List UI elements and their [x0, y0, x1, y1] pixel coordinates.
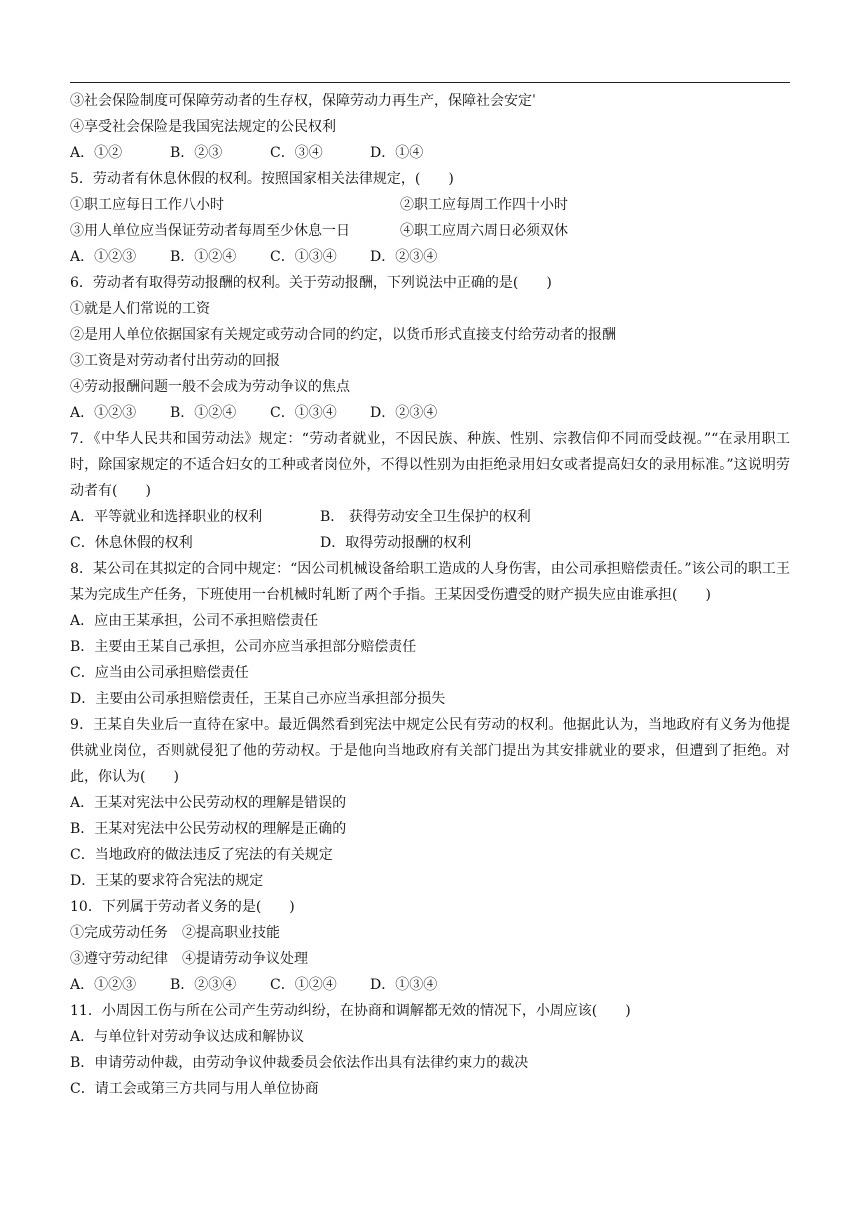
q11-option-c: C．请工会或第三方共同与用人单位协商: [70, 1081, 319, 1097]
q5-statement-3: ③用人单位应当保证劳动者每周至少休息一日: [70, 223, 350, 239]
q6-option-d: D．②③④: [370, 405, 438, 421]
q5-options: [70, 244, 790, 270]
statement-3: ③社会保险制度可保障劳动者的生存权，保障劳动力再生产，保障社会安定ˈ: [70, 93, 536, 109]
q11-option-a: A．与单位针对劳动争议达成和解协议: [70, 1029, 305, 1045]
q6-option-a: A．①②③: [70, 405, 137, 421]
q8-stem: 8．某公司在其拟定的合同中规定：“因公司机械设备给职工造成的人身伤害，由公司承担赔偿责任。”该公司的职工王某为完成生产任务，下班使用一台机械时轧断了两个手指。王某因受伤遭受的财产损失应由谁承担( ): [70, 561, 790, 603]
q10-option-d: D．①③④: [370, 977, 438, 993]
q4-option-b: B．②③: [170, 145, 223, 161]
q5-option-c: C．①③④: [270, 249, 337, 265]
q10-statements-row1: ①完成劳动任务 ②提高职业技能: [70, 925, 280, 941]
q5-stem: 5．劳动者有休息休假的权利。按照国家相关法律规定，( ): [70, 171, 454, 187]
statement-4: ④享受社会保险是我国宪法规定的公民权利: [70, 119, 336, 135]
header-rule: [70, 82, 790, 83]
q7-options-row1: [70, 504, 790, 530]
q5-option-b: B．①②④: [170, 249, 237, 265]
q10-stem: 10．下列属于劳动者义务的是( ): [70, 899, 295, 915]
q5-statements-row1: [70, 192, 790, 218]
q8-option-d: D．主要由公司承担赔偿责任，王某自己亦应当承担部分损失: [70, 691, 446, 707]
question-list: [70, 88, 790, 1102]
q9-option-a: A．王某对宪法中公民劳动权的理解是错误的: [70, 795, 347, 811]
q10-option-c: C．①②④: [270, 977, 337, 993]
q6-options: [70, 400, 790, 426]
q7-option-d: D．取得劳动报酬的权利: [320, 535, 472, 551]
q4-option-a: A．①②: [70, 145, 123, 161]
q10-options: [70, 972, 790, 998]
q4-option-d: D．①④: [370, 145, 424, 161]
q10-statements-row2: ③遵守劳动纪律 ④提请劳动争议处理: [70, 951, 308, 967]
q7-option-b: B． 获得劳动安全卫生保护的权利: [320, 509, 531, 525]
q9-option-c: C．当地政府的做法违反了宪法的有关规定: [70, 847, 333, 863]
q6-statement-2: ②是用人单位依据国家有关规定或劳动合同的约定，以货币形式直接支付给劳动者的报酬: [70, 327, 616, 343]
q6-statement-3: ③工资是对劳动者付出劳动的回报: [70, 353, 280, 369]
q7-options-row2: [70, 530, 790, 556]
q11-option-b: B．申请劳动仲裁，由劳动争议仲裁委员会依法作出具有法律约束力的裁决: [70, 1055, 529, 1071]
q6-statement-1: ①就是人们常说的工资: [70, 301, 210, 317]
q5-option-d: D．②③④: [370, 249, 438, 265]
q9-stem: 9．王某自失业后一直待在家中。最近偶然看到宪法中规定公民有劳动的权利。他据此认为，当地政府有义务为他提供就业岗位，否则就侵犯了他的劳动权。于是他向当地政府有关部门提出为其安排就业的要求，但遭到了拒绝。对此，你认为( ): [70, 717, 790, 785]
q5-statement-1: ①职工应每日工作八小时: [70, 197, 224, 213]
q10-option-b: B．②③④: [170, 977, 237, 993]
q9-option-d: D．王某的要求符合宪法的规定: [70, 873, 264, 889]
q4-options: [70, 140, 790, 166]
q8-option-a: A．应由王某承担，公司不承担赔偿责任: [70, 613, 319, 629]
q6-option-b: B．①②④: [170, 405, 237, 421]
q6-option-c: C．①③④: [270, 405, 337, 421]
q10-option-a: A．①②③: [70, 977, 137, 993]
q7-option-a: A．平等就业和选择职业的权利: [70, 509, 263, 525]
q9-option-b: B．王某对宪法中公民劳动权的理解是正确的: [70, 821, 347, 837]
q6-stem: 6．劳动者有取得劳动报酬的权利。关于劳动报酬，下列说法中正确的是( ): [70, 275, 552, 291]
q7-option-c: C．休息休假的权利: [70, 535, 193, 551]
q5-statements-row2: [70, 218, 790, 244]
q8-option-c: C．应当由公司承担赔偿责任: [70, 665, 249, 681]
q6-statement-4: ④劳动报酬问题一般不会成为劳动争议的焦点: [70, 379, 350, 395]
q5-statement-2: ②职工应每周工作四十小时: [400, 197, 568, 213]
q4-option-c: C．③④: [270, 145, 323, 161]
q5-statement-4: ④职工应周六周日必须双休: [400, 223, 568, 239]
q5-option-a: A．①②③: [70, 249, 137, 265]
q7-stem: 7．《中华人民共和国劳动法》规定：“劳动者就业，不因民族、种族、性别、宗教信仰不同而受歧视。”“在录用职工时，除国家规定的不适合妇女的工种或者岗位外，不得以性别为由拒绝录用妇女或者提高妇女的录用标准。”这说明劳动者有( ): [70, 431, 790, 499]
q11-stem: 11．小周因工伤与所在公司产生劳动纠纷，在协商和调解都无效的情况下，小周应该( ): [70, 1003, 631, 1019]
q8-option-b: B．主要由王某自己承担，公司亦应当承担部分赔偿责任: [70, 639, 417, 655]
